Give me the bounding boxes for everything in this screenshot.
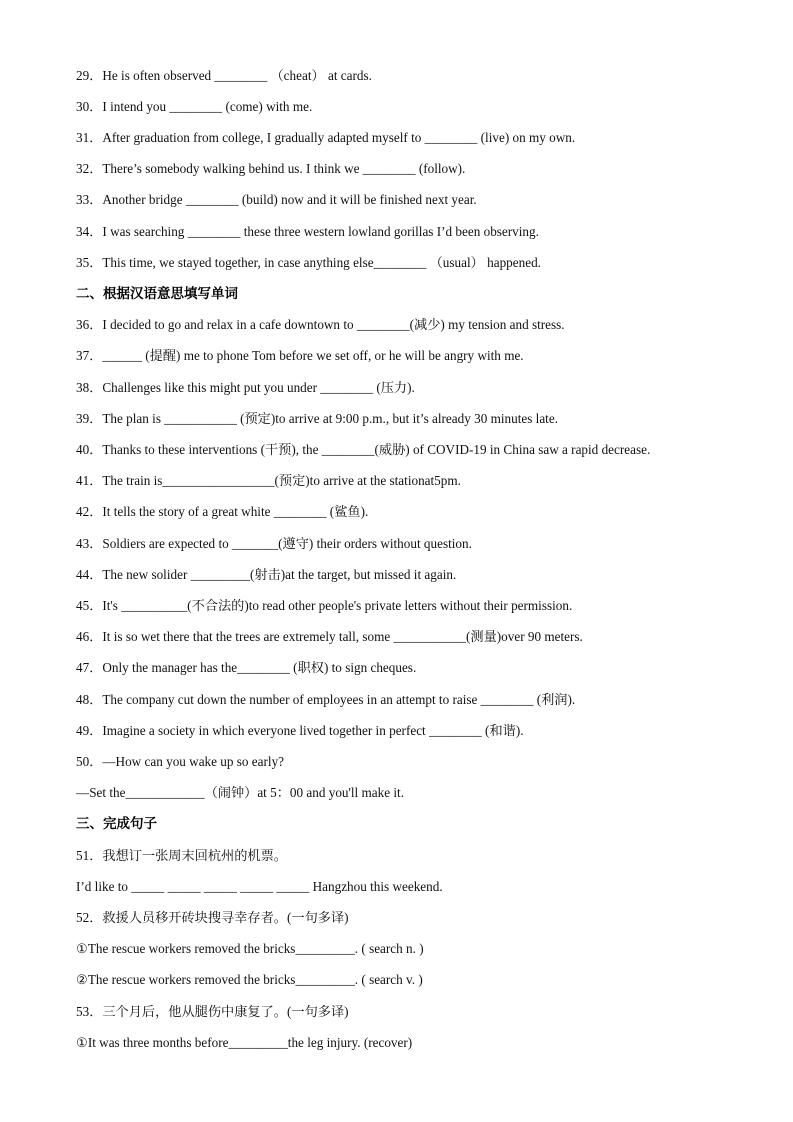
question-31: 31．After graduation from college, I gradually adapted myself to ________ (live) on my own.	[76, 130, 576, 145]
question-53-answer-1: ①It was three months before_________the leg injury. (recover)	[76, 1035, 413, 1050]
question-33: 33．Another bridge ________ (build) now and it will be finished next year.	[76, 192, 477, 207]
question-50: 50．—How can you wake up so early?	[76, 754, 285, 769]
question-35: 35．This time, we stayed together, in case anything else________ （usual） happened.	[76, 255, 541, 270]
question-34: 34．I was searching ________ these three western lowland gorillas I’d been observing.	[76, 224, 539, 239]
question-30: 30．I intend you ________ (come) with me.	[76, 99, 313, 114]
question-46: 46．It is so wet there that the trees are extremely tall, some ___________(测量)over 90 meters.	[76, 629, 583, 644]
question-45: 45．It's __________(不合法的)to read other people's private letters without their permission.	[76, 598, 573, 613]
question-51: 51．我想订一张周末回杭州的机票。	[76, 848, 287, 863]
question-39: 39．The plan is ___________ (预定)to arrive at 9:00 p.m., but it’s already 30 minutes late.	[76, 411, 558, 426]
question-53: 53．三个月后，他从腿伤中康复了。(一句多译)	[76, 1004, 349, 1019]
question-52: 52．救援人员移开砖块搜寻幸存者。(一句多译)	[76, 910, 349, 925]
question-40: 40．Thanks to these interventions (干预), the ________(威胁) of COVID-19 in China saw a rapid decrease.	[76, 442, 651, 457]
question-52-answer-1: ①The rescue workers removed the bricks_________. ( search n. )	[76, 941, 424, 956]
question-51-answer-line: I’d like to _____ _____ _____ _____ _____ Hangzhou this weekend.	[76, 879, 443, 894]
question-36: 36．I decided to go and relax in a cafe downtown to ________(减少) my tension and stress.	[76, 317, 565, 332]
question-50-answer-line: —Set the____________（闹钟）at 5：00 and you'll make it.	[76, 785, 404, 800]
question-44: 44．The new solider _________(射击)at the target, but missed it again.	[76, 567, 457, 582]
section-heading-3: 三、完成句子	[76, 816, 157, 832]
question-37: 37．______ (提醒) me to phone Tom before we set off, or he will be angry with me.	[76, 348, 524, 363]
question-52-answer-2: ②The rescue workers removed the bricks_________. ( search v. )	[76, 972, 423, 987]
question-47: 47．Only the manager has the________ (职权) to sign cheques.	[76, 660, 417, 675]
question-29: 29．He is often observed ________ （cheat） at cards.	[76, 68, 372, 83]
question-38: 38．Challenges like this might put you under ________ (压力).	[76, 380, 415, 395]
question-49: 49．Imagine a society in which everyone lived together in perfect ________ (和谐).	[76, 723, 524, 738]
question-32: 32．There’s somebody walking behind us. I think we ________ (follow).	[76, 161, 466, 176]
question-43: 43．Soldiers are expected to _______(遵守) their orders without question.	[76, 536, 472, 551]
question-42: 42．It tells the story of a great white ________ (鲨鱼).	[76, 504, 369, 519]
question-48: 48．The company cut down the number of employees in an attempt to raise ________ (利润).	[76, 692, 576, 707]
question-41: 41．The train is_________________(预定)to arrive at the stationat5pm.	[76, 473, 461, 488]
section-heading-2: 二、根据汉语意思填写单词	[76, 286, 238, 302]
